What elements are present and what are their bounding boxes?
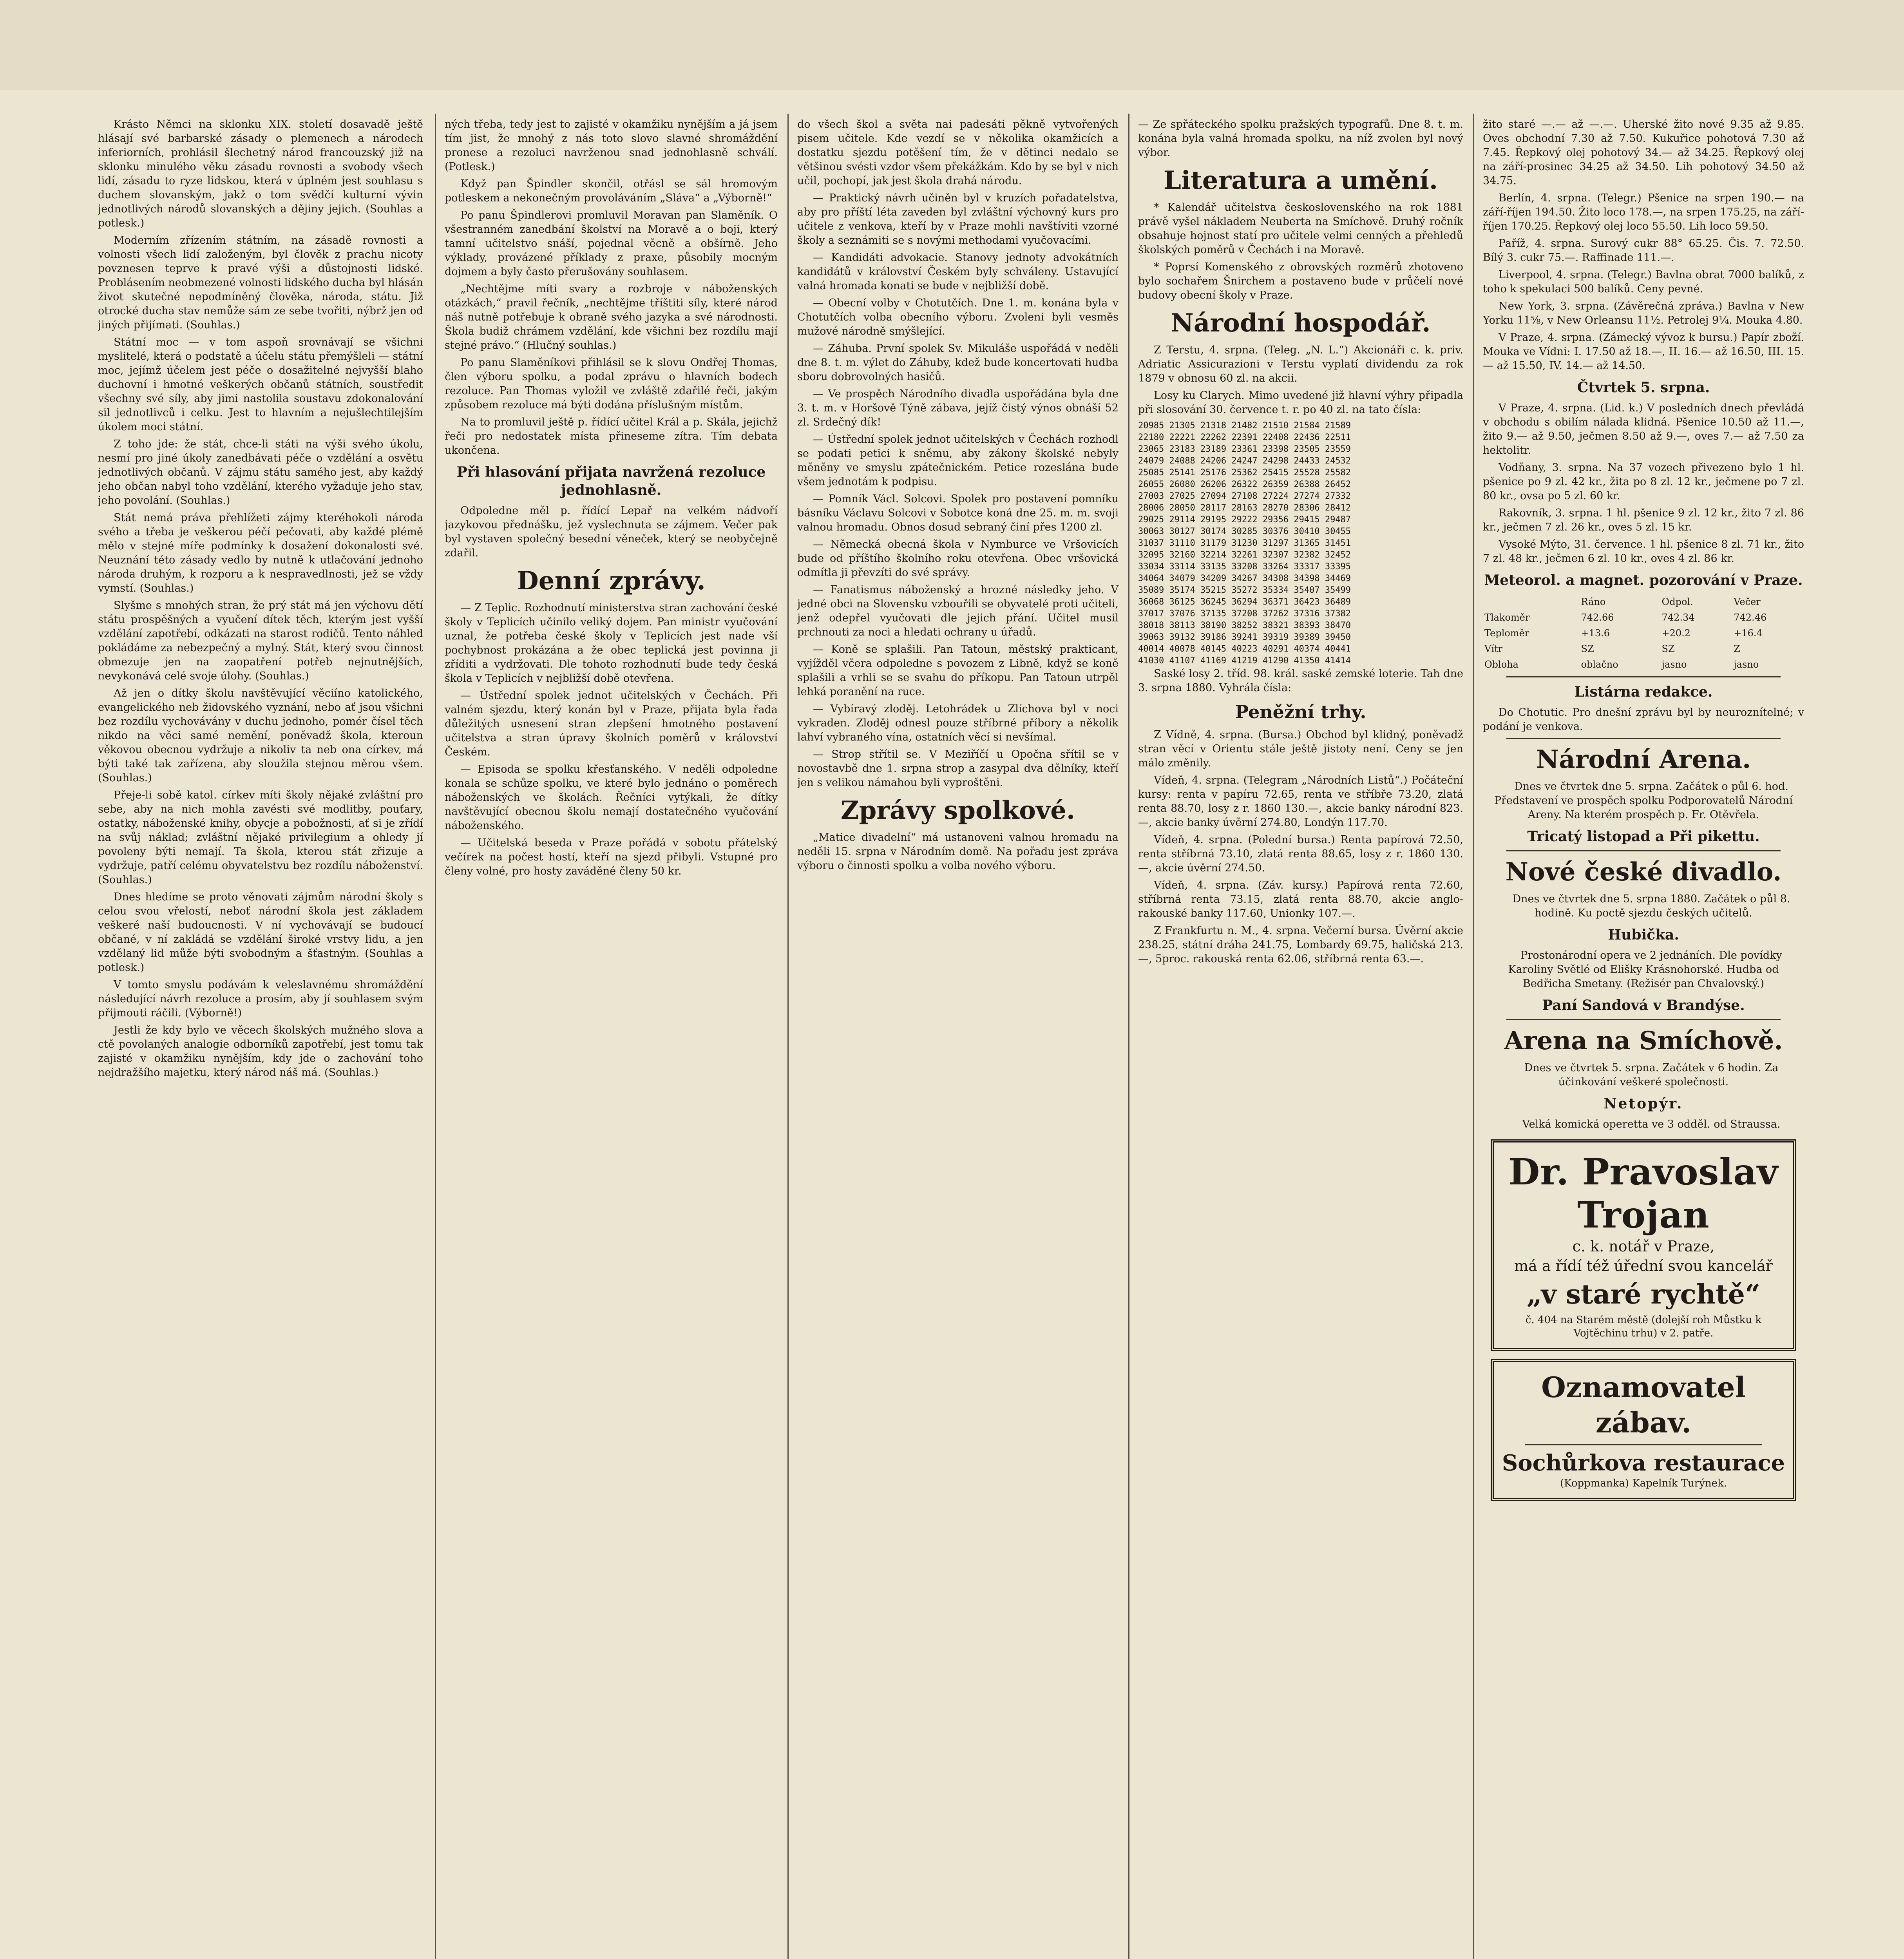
news-item: Losy ku Clarych. Mimo uvedené již hlavní výhry připadla při slosování 30. července t. r. po 40 zl. na tato čísla: xyxy=(1138,389,1463,416)
news-item: * Kalendář učitelstva československého na rok 1881 právě vyšel nákladem Neuberta na Smíchově. Druhý ročník obsahuje hojnost statí pro učitele velmi cenných a přehledů školských poměrů v Čechách i na Moravě. xyxy=(1138,201,1463,256)
lottery-row: 35089 35174 35215 35272 35334 35407 35499 xyxy=(1138,585,1351,595)
news-item: — Záhuba. První spolek Sv. Mikuláše uspořádá v neděli dne 8. t. m. výlet do Záhuby, kdež bude koncertovati hudba sboru dobrovolných hasičů. xyxy=(797,342,1119,383)
news-item: Saské losy 2. tříd. 98. král. saské zemské loterie. Tah dne 3. srpna 1880. Vyhrála čísla: xyxy=(1138,668,1463,694)
market-report: Vídeň, 4. srpna. (Polední bursa.) Renta papírová 72.50, renta stříbrná 73.10, zlatá renta 88.65, losy z r. 1860 130.—, akcie úvěrní 274.50. xyxy=(1138,834,1463,874)
nove-ceske-divadlo-heading: Nové české divadlo. xyxy=(1505,857,1782,887)
article-paragraph: Státní moc — v tom aspoň srovnávají se všichni myslitelé, která o podstatě a účelu státu přemýšleli — státní moc, jejímž účelem jest péče o dosažitelné nejvyšší blaho duchovní i hmotné veškerých občanů státních, soustředit všechny své síly, aby jimi nastolila soustavu zdokonalování sil jednotlivců i celku. Jest to hlavním a nejušlechtilejším úkolem moci státní. xyxy=(98,336,423,433)
section-heading-hospodar: Národní hospodář. xyxy=(1171,308,1431,338)
smichov-text: Velká komická operetta ve 3 odděl. od Straussa. xyxy=(1522,1118,1781,1130)
lottery-row: 40014 40078 40145 40223 40291 40374 40441 xyxy=(1138,644,1351,654)
section-heading-denni-zpravy: Denní zprávy. xyxy=(517,566,706,596)
entertainment-advertisement xyxy=(1491,1359,1796,1501)
meteo-cell: Z xyxy=(1734,643,1740,654)
article-paragraph: Odpoledne měl p. řídící Lepař na velkém nádvoří jazykovou přednášku, jež vyslechnuta se zájmem. Večer pak byl vystaven společný besední věneček, který se neobyčejně zdařil. xyxy=(445,505,778,559)
news-item: — Episoda se spolku křesťanského. V neděli odpoledne konala se schůze spolku, ve které bylo jednáno o poměrech náboženských ve školách. Řečníci vytýkali, že dítky navštěvující obecnou školu nemají dostatečného vyučování náboženského. xyxy=(445,763,778,832)
column-5 xyxy=(1483,118,1804,1959)
lottery-row: 39063 39132 39186 39241 39319 39389 39450 xyxy=(1138,632,1351,642)
meteo-table xyxy=(1483,594,1804,672)
meteo-row xyxy=(1483,657,1804,672)
market-report: V Praze, 4. srpna. (Lid. k.) V posledních dnech převládá v obchodu s obilím nálada klidná. Pšenice 10.50 až 11.—, žito 9.— až 9.50, ječmen 8.50 až 9.—, oves 7.— až 7.50 za hektolitr. xyxy=(1483,402,1804,456)
hubicka-title: Hubička. xyxy=(1608,927,1679,943)
article-paragraph: „Nechtějme míti svary a rozbroje v náboženských otázkách,“ pravil řečník, „nechtějme tříštiti síly, které národ náš nutně potřebuje k obraně svého jazyka a své národnosti. Škola budiž chrámem vzdělání, kde všichni bez rozdílu mají stejné právo.“ (Hlučný souhlas.) xyxy=(445,283,778,351)
article-paragraph: Stát nemá práva přehlížeti zájmy kteréhokoli národa svého a třeba je veškerou péčí pečovati, aby každé plémě mělo v stejné míře podmínky k dosažení dokonalosti své. Neuznání této zásady vedlo by nutně k utlačování jednoho národa druhým, k rozporu a k nespravedlnosti, jež se vždy vymstí. (Souhlas.) xyxy=(98,512,423,594)
market-report: Rakovník, 3. srpna. 1 hl. pšenice 9 zl. 12 kr., žito 7 zl. 86 kr., ječmen 7 zl. 26 kr., oves 5 zl. 15 kr. xyxy=(1483,507,1804,533)
meteo-row xyxy=(1483,610,1804,625)
market-report: New York, 3. srpna. (Závěrečná zpráva.) Bavlna v New Yorku 11⅝, v New Orleansu 11½. Petrolej 9¼. Mouka 4.80. xyxy=(1483,300,1804,326)
lottery-number-table xyxy=(1138,420,1463,667)
article-paragraph: Krásto Němci na sklonku XIX. století dosavadě ještě hlásají své barbarské zásady o plemenech a národech inferiorních, prohlásil šlechetný národ francouzský již na sklonku minulého věku zásadu rovnosti a svobody všech lidí, zásadu to ryze lidskou, která v úplném jest souhlasu s duchem slovanským, jakž o tom svědčí kulturní vývin jednotlivých národů slovanských a dějiny jejich. (Souhlas a potlesk.) xyxy=(98,118,423,229)
listarna-text: Do Chotutic. Pro dnešní zprávu byl by neuroznítelné; v podání je venkova. xyxy=(1483,706,1804,733)
article-paragraph: Jestli že kdy bylo ve věcech školských mužného slova a ctě povolaných analogie odborníků zapotřebí, jest tomu tak zajisté v okamžiku nynějším, kdy jde o zachování toho nejdražšího majetku, který národ náš má. (Souhlas.) xyxy=(98,1024,423,1079)
news-item: — Ústřední spolek jednot učitelských v Čechách. Při valném sjezdu, který konán byl v Praze, přijata byla řada důležitých usnesení stran zlepšení hmotného postavení učitelstva a stran úpravy školních poměrů v království Českém. xyxy=(445,690,778,758)
meteo-cell: Tlakoměr xyxy=(1484,612,1530,623)
news-item: — Ústřední spolek jednot učitelských v Čechách rozhodl se podati petici k sněmu, aby zákony školské nebyly měněny ve smyslu zpátečnickém. Petice rozeslána bude všem jednotám k podpisu. xyxy=(797,433,1119,488)
news-item: — Kandidáti advokacie. Stanovy jednoty advokátních kandidátů v království Českém byly schváleny. Ustavující valná hromada konati se bude v nejbližší době. xyxy=(797,252,1119,292)
section-heading-literatura: Literatura a umění. xyxy=(1163,166,1438,195)
smichov-text: Dnes ve čtvrtek 5. srpna. Začátek v 6 hodin. Za účinkování veškeré společnosti. xyxy=(1524,1062,1779,1088)
ad2-title: Oznamovatel zábav. xyxy=(1541,1371,1746,1439)
meteo-heading: Meteorol. a magnet. pozorování v Praze. xyxy=(1484,572,1803,588)
lottery-row: 20985 21305 21318 21482 21510 21584 21589 xyxy=(1138,421,1351,431)
market-report: Berlín, 4. srpna. (Telegr.) Pšenice na srpen 190.— na září-říjen 194.50. Žito loco 178.—, na srpen 175.25, na září-říjen 170.25. Řepkový olej loco 55.50. Lih loco 59.50. xyxy=(1483,192,1804,232)
narodni-arena-heading: Národní Arena. xyxy=(1536,745,1751,774)
page-top-margin xyxy=(0,0,1904,90)
meteo-cell: oblačno xyxy=(1581,659,1618,670)
lottery-row: 25085 25141 25176 25362 25415 25528 25582 xyxy=(1138,468,1351,478)
article-paragraph: ných třeba, tedy jest to zajisté v okamžiku nynějším a já jsem tím jist, že mnohý z nás toto slovo slavné shromáždění pronese a rezoluci navrženou snad jednohlasně schválí. (Potlesk.) xyxy=(445,118,778,173)
lottery-row: 28006 28050 28117 28163 28270 28306 28412 xyxy=(1138,503,1351,513)
market-report: Vídeň, 4. srpna. (Záv. kursy.) Papírová renta 72.60, stříbrná renta 73.15, zlatá renta 88.70, akcie anglo-rakouské banky 117.60, Unionky 107.—. xyxy=(1138,879,1463,920)
meteo-cell: Odpol. xyxy=(1661,596,1693,607)
arena-smichov-heading: Arena na Smíchově. xyxy=(1504,1026,1783,1056)
news-item: — Učitelská beseda v Praze pořádá v sobotu přátelský večírek na počest hostí, kteří na sjezd přibyli. Vstupné pro členy volné, pro hosty zaváděné členy 50 kr. xyxy=(445,837,778,877)
news-item: — Obecní volby v Chotutčích. Dne 1. m. konána byla v Chotutčích volba obecního výboru. Zvoleni byli vesměs mužové národně smýšlející. xyxy=(797,297,1119,337)
listarna-heading: Listárna redakce. xyxy=(1574,684,1713,700)
lottery-row: 26055 26080 26206 26322 26359 26388 26452 xyxy=(1138,480,1351,489)
article-paragraph: Po panu Slaměníkovi přihlásil se k slovu Ondřej Thomas, člen výboru spolku, a podal zprávu o hlavních bodech rezoluce. Pan Thomas vyložil ve zvláště zdařilé řeči, jakým způsobem rezoluce má býti dodána příslušným místům. xyxy=(445,357,778,411)
news-item: — Pomník Václ. Solcovi. Spolek pro postavení pomníku básníku Václavu Solcovi v Sobotce koná dne 25. m. m. svoji valnou hromadu. Obnos dosud sebraný činí přes 1200 zl. xyxy=(797,493,1119,533)
lottery-row: 23065 23183 23189 23361 23398 23505 23559 xyxy=(1138,444,1351,454)
meteo-cell: 742.66 xyxy=(1581,612,1614,623)
article-paragraph: Přeje-li sobě katol. církev míti školy nějaké zvláštní pro sebe, aby na nich mohla zavésti své modlitby, pouťary, ostatky, náboženské knihy, obycje a pobožnosti, ať si je zřídí na svůj náklad; zvláštní nějaké privilegium a ohledy jí povoleny býti nemají. Ta škola, kterou stát zřizuje a vydržuje, patří celému obyvatelstvu bez rozdílu náboženství. (Souhlas.) xyxy=(98,789,423,886)
meteo-cell: 742.46 xyxy=(1734,612,1767,623)
divadlo-text: Dnes ve čtvrtek dne 5. srpna 1880. Začátek o půl 8. hodině. Ku poctě sjezdu českých učitelů. xyxy=(1512,893,1790,919)
news-item: — Koně se splašili. Pan Tatoun, městský prakticant, vyjížděl včera odpoledne s povozem z Libně, když se koně splašili a vrhli se se svahu do příkopu. Pan Tatoun utrpěl lehká poranění na ruce. xyxy=(797,643,1119,698)
section-heading-zpravy-spolkove: Zprávy spolkové. xyxy=(840,796,1075,825)
separator xyxy=(1506,738,1781,739)
lottery-row: 29025 29114 29195 29222 29356 29415 29487 xyxy=(1138,515,1351,525)
news-item: * Poprsí Komenského z obrovských rozměrů zhotoveno bylo sochařem Šnirchem a postaveno bude v průčelí nové budovy obecní školy v Praze. xyxy=(1138,261,1463,301)
meteo-cell: Ráno xyxy=(1581,596,1606,607)
meteo-cell xyxy=(1483,594,1580,610)
news-item: Z Terstu, 4. srpna. (Teleg. „N. L.“) Akcionáři c. k. priv. Adriatic Assicurazioni v Terstu vyplatí dividendu za rok 1879 v obnosu 60 zl. na akcii. xyxy=(1138,344,1463,384)
column-rule xyxy=(435,114,436,1959)
notary-advertisement xyxy=(1491,1139,1796,1351)
column-rule xyxy=(1473,114,1474,1959)
separator xyxy=(1525,1444,1762,1445)
lottery-row: 34064 34079 34209 34267 34308 34398 34469 xyxy=(1138,574,1351,583)
news-item: — Fanatismus náboženský a hrozné následky jeho. V jedné obci na Slovensku vzbouřili se obyvatelé proti učiteli, jenž odepřel vyučovati dle jejich přání. Učitel musil prchnouti za noci a hledati ochrany u úřadů. xyxy=(797,584,1119,638)
meteo-row xyxy=(1483,594,1804,610)
meteo-cell: jasno xyxy=(1734,659,1759,670)
meteo-row xyxy=(1483,625,1804,641)
meteo-cell: SZ xyxy=(1661,643,1675,654)
article-paragraph: Slyšme s mnohých stran, že prý stát má jen výchovu dětí státu prospěšných a vyučení dítek těch, kterým jest vyšší vzdělání zapotřebí, odkázati na starost rodičů. Tento náhled pokládáme za nebezpečný a mylný. Stát, který svou činnost obmezuje jen na zaopatření potřeb nejnutnějších, nevykonává celé svoje úlohy. (Souhlas.) xyxy=(98,599,423,682)
market-report: V Praze, 4. srpna. (Zámecký vývoz k bursu.) Papír zboží. Mouka ve Vídni: I. 17.50 až 18.—, II. 16.— až 16.50, III. 15.— až 15.50, IV. 14.— až 14.50. xyxy=(1483,331,1804,372)
article-paragraph: Až jen o dítky školu navštěvující věciíno katolického, evangelického neb židovského vyznání, nebo ať jsou všichni bez rozdílu vychovávány v duchu jednoho, pomér čísel těch nikdo na věci samé nemění, poněvadž škola, kteroun věkovou obecnou vydržuje a nikoliv ta neb ona církev, má býti také tak zařízena, aby sloužila stejnou měrou všem. (Souhlas.) xyxy=(98,687,423,784)
lottery-row: 24079 24088 24206 24247 24298 24433 24532 xyxy=(1138,456,1351,466)
market-report: Z Vídně, 4. srpna. (Bursa.) Obchod byl klidný, poněvadž stran věcí v Orientu stále ještě jistoty není. Ceny se jen málo změnily. xyxy=(1138,729,1463,769)
meteo-row xyxy=(1483,641,1804,657)
separator xyxy=(1506,850,1781,851)
column-2 xyxy=(445,118,778,1959)
market-report: Vysoké Mýto, 31. července. 1 hl. pšenice 8 zl. 71 kr., žito 7 zl. 48 kr., ječmen 6 zl. 10 kr., oves 4 zl. 86 kr. xyxy=(1483,538,1804,565)
column-3 xyxy=(797,118,1119,1959)
ad-name: Dr. Pravoslav Trojan xyxy=(1508,1151,1779,1236)
market-report: Vodňany, 3. srpna. Na 37 vozech přivezeno bylo 1 hl. pšenice po 9 zl. 42 kr., žita po 8 zl. 12 kr., ječmene po 7 zl. 80 kr., ovsa po 5 zl. 60 kr. xyxy=(1483,462,1804,502)
market-subheading: Čtvrtek 5. srpna. xyxy=(1577,379,1710,396)
news-item: — Německá obecná škola v Nymburce ve Vršovicích bude od příštího školního roku otevřena. Obec vršovická odmítla ji převzíti do své správy. xyxy=(797,538,1119,579)
ad2-subtitle: (Koppmanka) Kapelník Turýnek. xyxy=(1560,1477,1727,1489)
news-item: „Matice divadelní“ má ustanoveni valnou hromadu na neděli 15. srpna v Národním domě. Na pořadu jest zpráva výboru o činnosti spolku a volba nového výboru. xyxy=(797,831,1119,872)
arena-text: Dnes ve čtvrtek dne 5. srpna. Začátek o půl 6. hod. Představení ve prospěch spolku Podporovatelů Národní Areny. Na kterém prospěch p. Fr. Otěvřela. xyxy=(1494,780,1793,821)
article-paragraph: Z toho jde: že stát, chce-li státi na výši svého úkolu, nesmí pro jiné úkoly zanedbávati péče o vzdělání a osvětu jednotlivých občanů. V zájmu státu samého jest, aby každý jeho občan nabyl toho vzdělání, kterého vyžaduje jeho stav, jeho povolání. (Souhlas.) xyxy=(98,438,423,507)
section-heading-penezni-trhy: Peněžní trhy. xyxy=(1235,701,1366,722)
lottery-row: 37017 37076 37135 37208 37262 37316 37382 xyxy=(1138,609,1351,619)
article-paragraph: Dnes hledíme se proto věnovati zájmům národní školy s celou svou vřelostí, neboť národní škola jest základem veškeré naší budoucnosti. V ní vychovávají se budoucí občané, v ní zakládá se vzdělání široké vrstvy lidu, a jen vzdělaný lid může býti svobodným a šťastným. (Souhlas a potlesk.) xyxy=(98,891,423,974)
meteo-cell: 742.34 xyxy=(1661,612,1695,623)
lottery-row: 31037 31110 31179 31230 31297 31365 31451 xyxy=(1138,538,1351,548)
column-1 xyxy=(98,118,423,1959)
meteo-cell: SZ xyxy=(1581,643,1594,654)
lottery-row: 38018 38113 38190 38252 38321 38393 38470 xyxy=(1138,621,1351,630)
lottery-row: 32095 32160 32214 32261 32307 32382 32452 xyxy=(1138,550,1351,560)
article-paragraph: Na to promluvil ještě p. řídící učitel Král a p. Skála, jejichž řeči pro nedostatek místa přineseme zítra. Tím debata ukončena. xyxy=(445,416,778,456)
netopyr-title: Netopýr. xyxy=(1604,1095,1683,1112)
news-item: — Z Teplic. Rozhodnutí ministerstva stran zachování české školy v Teplicích učinilo veliký dojem. Pan ministr vyučování uznal, že potřeba české školy v Teplicích jest nade vší pochybnost prokázána a že obec teplická jest povinna ji zříditi a vydržovati. Dle tohoto rozhodnutí bude tedy česká škola v Teplicích v nejbližší době otevřena. xyxy=(445,602,778,684)
news-item: — Strop střítil se. V Meziříčí u Opočna sřítil se v novostavbě dne 1. srpna strop a zasypal dva dělníky, kteří jen s velikou námahou byli vyproštěni. xyxy=(797,748,1119,789)
separator xyxy=(1506,1019,1781,1020)
lottery-row: 22180 22221 22262 22391 22408 22436 22511 xyxy=(1138,433,1351,442)
market-report: žito staré —.— až —.—. Uherské žito nové 9.35 až 9.85. Oves obchodní 7.30 až 7.50. Kukuřice pohotová 7.30 až 7.45. Řepkový olej pohotový 34.— až 34.25. Řepkový olej na září-prosinec 34.25 až 34.50. Lih pohotový 34.50 až 34.75. xyxy=(1483,118,1804,187)
lottery-row: 27003 27025 27094 27108 27224 27274 27332 xyxy=(1138,491,1351,501)
article-paragraph: V tomto smyslu podávám k veleslavnému shromáždění následující návrh rezoluce a prosím, aby jí souhlasem svým přijmouti ráčili. (Výborně!) xyxy=(98,979,423,1019)
resolution-heading: Při hlasování přijata navržená rezoluce jednohlasně. xyxy=(456,464,766,498)
article-paragraph: Když pan Špindler skončil, otřásl se sál hromovým potleskem a nekonečným provoláváním „Sláva“ a „Výborně!“ xyxy=(445,178,778,204)
market-report: Vídeň, 4. srpna. (Telegram „Národních Listů“.) Počáteční kursy: renta v papíru 72.65, renta ve stříbře 73.20, zlatá renta 88.70, losy z r. 1860 130.—, akcie banky národní 823.—, akcie banky úvěrní 274.80, Londýn 117.70. xyxy=(1138,774,1463,829)
meteo-cell: +20.2 xyxy=(1661,628,1691,639)
lottery-row: 33034 33114 33135 33208 33264 33317 33395 xyxy=(1138,562,1351,572)
ad-text: má a řídí též úřední svou kancelář xyxy=(1514,1257,1773,1275)
news-item: — Ve prospěch Národního divadla uspořádána byla dne 3. t. m. v Horšově Týně zábava, jejíž čistý výnos obnáší 52 zl. Srdečný dík! xyxy=(797,388,1119,428)
column-rule xyxy=(1128,114,1129,1959)
meteo-cell: +13.6 xyxy=(1581,628,1610,639)
meteo-cell: +16.4 xyxy=(1734,628,1763,639)
news-item: — Vybíravý zloděj. Letohrádek u Zlíchova byl v noci vykraden. Zloděj odnesl pouze stříbrné příbory a několik lahví vybraného vína, ostatních věcí si nevšímal. xyxy=(797,703,1119,743)
ad-title: c. k. notář v Praze, xyxy=(1572,1238,1715,1255)
market-report: Liverpool, 4. srpna. (Telegr.) Bavlna obrat 7000 balíků, z toho k spekulaci 500 balíků. Ceny pevné. xyxy=(1483,269,1804,295)
meteo-cell: Obloha xyxy=(1484,659,1518,670)
market-report: Paříž, 4. srpna. Surový cukr 88° 65.25. Čis. 7. 72.50. Bílý 3. cukr 75.—. Raffinade 111.—. xyxy=(1483,237,1804,264)
divadlo-text: Prostonárodní opera ve 2 jednáních. Dle povídky Karoliny Světlé od Elišky Krásnohorské. Hudba od Bedřicha Smetany. (Režisér pan Chvalovský.) xyxy=(1508,949,1782,990)
meteo-cell: Vítr xyxy=(1484,643,1503,654)
column-rule xyxy=(787,114,789,1959)
meteo-cell: Teploměr xyxy=(1484,628,1529,639)
separator xyxy=(1506,676,1781,677)
meteo-cell: jasno xyxy=(1661,659,1687,670)
ad-quote: „v staré rychtě“ xyxy=(1526,1279,1761,1310)
news-item: — Praktický návrh učiněn byl v kruzích pořadatelstva, aby pro příští léta zaveden byl zvláštní výchovný kurs pro učitele z venkova, kteří by v Praze mohli navštíviti vzorné školy a seznámiti se s novými methodami vyučovacími. xyxy=(797,192,1119,246)
article-paragraph: Po panu Špindlerovi promluvil Moravan pan Slaměník. O všestranném zanedbání školství na Moravě a o boji, který tamní učitelstvo snáší, pojednal věcně a obšírně. Jeho výklady, provázené příklady z praxe, působily mocným dojmem a byly často přerušovány souhlasem. xyxy=(445,209,778,278)
meteo-cell: Večer xyxy=(1734,596,1761,607)
news-item: do všech škol a světa nai padesáti pěkně vytvořených pisem učitele. Kde vezdí se v několika okamžicích a dostatku sjezdu potěšení tím, že v dětinci nedalo se většinou svésti vzdor všem překážkám. Kdo by se byl v nich učil, pochopí, jak jest škola drahá národu. xyxy=(797,118,1119,187)
sandova-title: Paní Sandová v Brandýse. xyxy=(1542,997,1745,1014)
column-4 xyxy=(1138,118,1463,1959)
market-report: Z Frankfurtu n. M., 4. srpna. Večerní bursa. Úvěrní akcie 238.25, státní dráha 241.75, Lombardy 69.75, haličská 213.—, 5proc. rakouská renta 62.06, stříbrná renta 63.—. xyxy=(1138,925,1463,965)
lottery-row: 30063 30127 30174 30285 30376 30410 30455 xyxy=(1138,527,1351,536)
lottery-row: 36068 36125 36245 36294 36371 36423 36489 xyxy=(1138,597,1351,607)
ad-address: č. 404 na Starém městě (dolejší roh Můstku k Vojtěchinu trhu) v 2. patře. xyxy=(1525,1314,1762,1339)
lottery-row: 41030 41107 41169 41219 41290 41350 41414 xyxy=(1138,656,1351,666)
arena-play-title: Tricatý listopad a Při pikettu. xyxy=(1527,828,1760,845)
news-item: — Ze spřáteckého spolku pražských typografů. Dne 8. t. m. konána byla valná hromada spolku, na níž zvolen byl nový výbor. xyxy=(1138,118,1463,159)
article-paragraph: Moderním zřízením státním, na zásadě rovnosti a volnosti všech lidí založeným, byl člověk z prachu nicoty povznesen teprve k pravé výši a důstojnosti lidské. Problásením neobmezené volnosti lidského ducha byl hlásán život skutečné nepodmíněný člověka, národa, státu. Již otrocké ducha stav nemůže sám ze sebe tvořiti, nýbrž jen od jiných přijímati. (Souhlas.) xyxy=(98,234,423,331)
ad2-restaurant-name: Sochůrkova restaurace xyxy=(1502,1450,1785,1476)
